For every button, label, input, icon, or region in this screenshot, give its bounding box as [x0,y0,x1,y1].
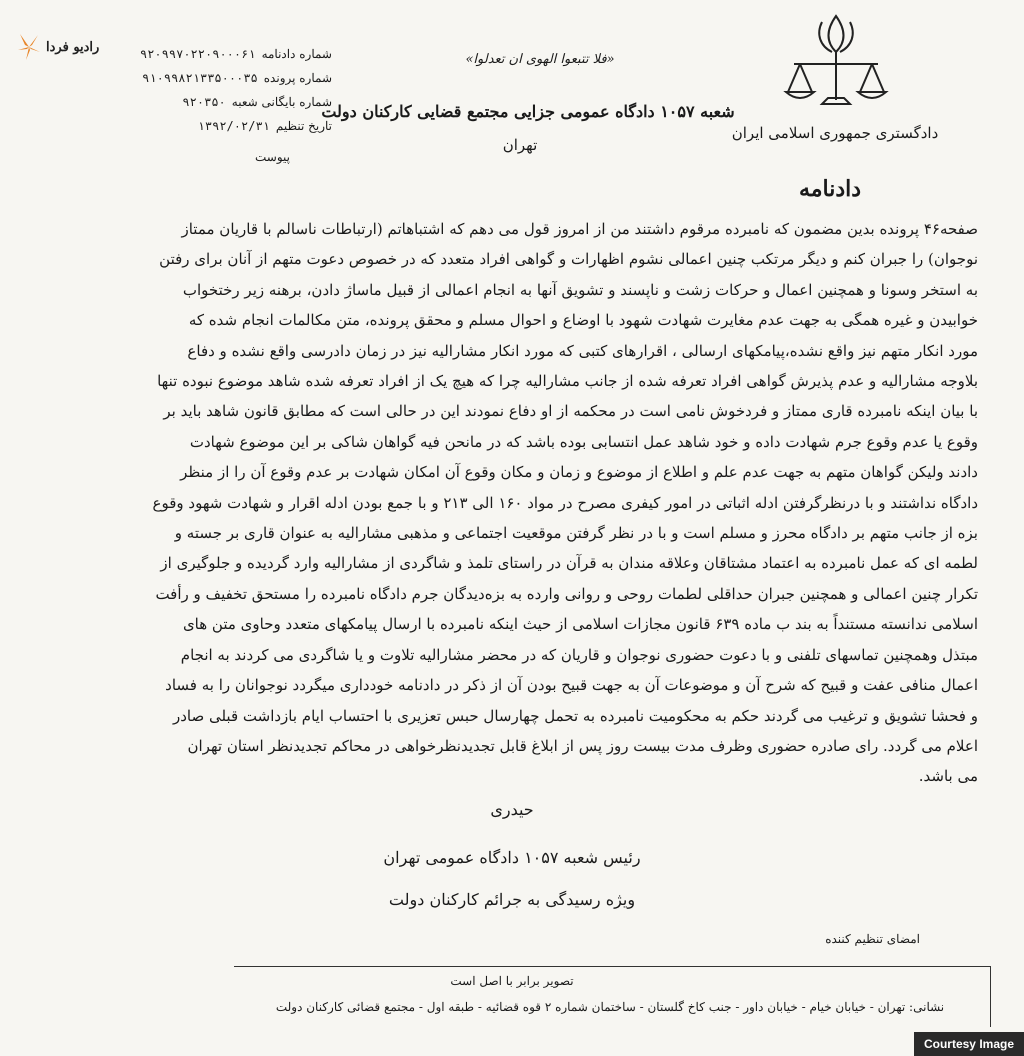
body-line: وقوع یا عدم وقوع جرم شهادت داده و خود شاهد عمل انتسابی بوده باشد که در مانحن فیه گواهان شاکی بر این موضوع شهادت [189,432,978,451]
court-unit: ویژه رسیدگی به جرائم کارکنان دولت [388,890,636,909]
verdict-number-label: شماره دادنامه [261,47,332,61]
body-line: خوابیدن و غیره همگی به جهت عدم مغایرت شهادت شهود با اوضاع و احوال مسلم و محقق پرونده، متن مکالمات انجام شده که [188,311,978,330]
verdict-body [46,214,978,792]
body-line: بلاوجه مشارالیه و عدم پذیرش گواهی افراد تعرفه شده از جانب مشارالیه چرا که هیچ یک از افراد تعرفه شده شاهد موضوع نبوده تنها [157,372,978,391]
case-number: ۹۱۰۹۹۸۲۱۳۳۵۰۰۰۳۵ [142,71,258,85]
radio-farda-logo-icon [16,32,42,62]
court-city: تهران [502,136,538,154]
court-address: نشانی: تهران - خیابان خیام - خیابان داور - جنب کاخ گلستان - ساختمان شماره ۲ قوه قضائیه - طبقه اول - مجتمع قضائی کارکنان دولت [275,1000,945,1014]
body-line: دادگاه نداشتند و با درنظرگرفتن ادله اثباتی در امور کیفری مصرح در مواد ۱۶۰ الی ۲۱۳ و با جمع بودن ادله اقرار و شهادت شهود وقوع [152,493,978,512]
verdict-number: ۹۲۰۹۹۷۰۲۲۰۹۰۰۰۶۱ [139,47,256,61]
radio-farda-label: رادیو فردا [46,39,100,55]
issue-date: ۱۳۹۲/۰۲/۳۱ [197,119,270,133]
body-line: نوجوان) را جبران کنم و دیگر مرتکب چنین اعمالی نشوم اظهارات و گواهی افراد متعدد که در خصوص دعوت متهم از آنان برای رفتن [159,250,978,269]
issue-date-label: تاریخ تنظیم [275,119,332,133]
radio-farda-logo [16,28,140,66]
courtesy-badge: Courtesy Image [914,1032,1024,1056]
archive-number: ۹۲۰۳۵۰ [182,95,226,109]
attachment-label: پیوست [255,150,290,164]
judiciary-label: دادگستری جمهوری اسلامی ایران [731,124,939,142]
body-line: اعمال منافی عفت و قبیح که شرح آن و موضوعات آن به جهت قبیح بودن آن از ذکر در دادنامه خودداری میگردد نوجوانان را به فساد [165,676,978,695]
court-name: شعبه ۱۰۵۷ دادگاه عمومی جزایی مجتمع قضایی کارکنان دولت [321,102,735,121]
body-line: بزه از جانب متهم بر دادگاه محرز و مسلم است و با در نظر گرفتن موقعیت اجتماعی و مذهبی مشارالیه به عنوان قاری بر جسته و [174,524,978,543]
judiciary-emblem-icon [776,8,896,120]
judge-position: رئیس شعبه ۱۰۵۷ دادگاه عمومی تهران [383,848,641,867]
body-line: اعلام می گردد. رای صادره حضوری وظرف مدت بیست روز پس از ابلاغ قابل تجدیدنظرخواهی در محاکم تجدیدنظر استان تهران [187,736,978,755]
body-line: مبتذل وهمچنین تماسهای تلفنی و با دعوت حضوری نوجوان و قاریان که در محضر مشارالیه تلاوت و یا شاگردی می کردند به انجام [180,645,978,664]
body-line: اسلامی ندانسته مستنداً به بند ب ماده ۶۳۹ قانون مجازات اسلامی از حیث اینکه نامبرده با ارسال پیامکهای متعدد وحاوی متن های [182,615,978,634]
body-line: با بیان اینکه نامبرده قاری ممتاز و فردخوش نامی است در محکمه از او دفاع نمودند این در حالی است که مطابق قانون شاهد باید بر [163,402,978,421]
body-line: به استخر وسونا و همچنین اعمال و حرکات زشت و ناپسند و تشویق آنها به انجام اعمالی از قبیل ماساژ دادن، برهنه زیر رختخواب [182,280,978,299]
body-line: لطمه ای که عمل نامبرده به اعتماد مشتاقان وعلاقه مندان به قرآن در راستای تلمذ و شاگردی از مشارالیه وارد گردیده و جلوگیری از [160,554,978,573]
case-number-label: شماره پرونده [263,71,332,85]
body-line: دادند ولیکن گواهان متهم به جهت عدم علم و اطلاع از موضوع و زمان و مکان وقوع آن امکان شهادت بر عدم وقوع آن را از منظر [180,463,978,482]
body-line: مورد انکار متهم نیز واقع نشده،پیامکهای ارسالی ، اقرارهای کتبی که مورد انکار مشارالیه نیز در زمان دادرسی واقع نشده و دفاع [187,341,978,360]
case-meta [140,42,332,138]
signer-label: امضای تنظیم کننده [825,932,920,946]
judge-name: حیدری [490,800,534,819]
body-line: صفحه۴۶ پرونده بدین مضمون که نامبرده مرقوم داشتند من از امروز قول می دهم که اشتباهاتم (ارتباطات ناسالم با قاریان ممتاز [181,220,978,238]
verse-quote: «فلا تتبعوا الهوی ان تعدلوا» [465,52,615,67]
archive-number-label: شماره بایگانی شعبه [231,95,332,109]
copy-certification: تصویر برابر با اصل است [450,974,574,988]
body-line: و فحشا تشویق و ترغیب می گردند حکم به محکومیت نامبرده به تحمل چهارسال حبس تعزیری با احتساب ایام بازداشت قبلی صادر [172,706,978,725]
body-line: تکرار چنین اعمالی و همچنین جبران حداقلی لطمات روحی و روانی وارده به بزه‌دیدگان جرم دادگاه نامبرده را مستحق تخفیف و رأفت [155,584,978,603]
body-line: می باشد. [918,767,978,786]
document-title: دادنامه [798,176,862,202]
